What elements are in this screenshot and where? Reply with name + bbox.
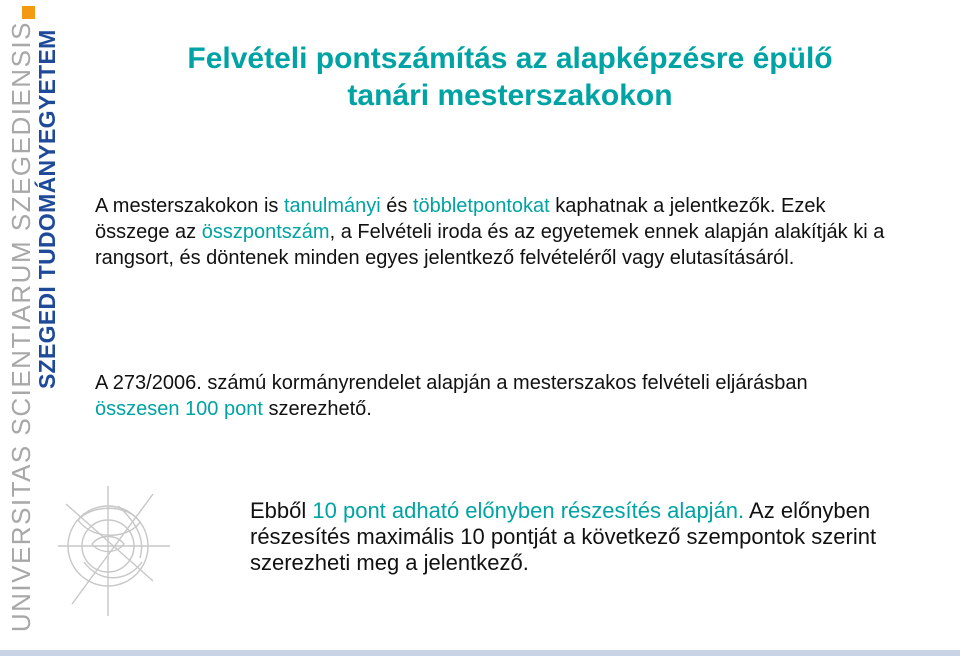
paragraph-scoring-overview: [95, 193, 885, 271]
paragraph-1-text-1: A mesterszakokon is: [95, 195, 284, 217]
title-line-1: Felvételi pontszámítás az alapképzésre épülő: [187, 42, 833, 75]
bottom-divider: [0, 650, 960, 656]
highlight-total-points: összesen 100 pont: [95, 398, 263, 420]
highlight-preference-points: 10 pont adható előnyben részesítés alapján.: [312, 498, 745, 523]
paragraph-3-text-1: Ebből: [250, 498, 313, 523]
highlight-total-score: összpontszám: [201, 221, 330, 243]
title-line-2: tanári mesterszakokon: [347, 79, 673, 112]
paragraph-1-text-2: és: [380, 195, 413, 217]
paragraph-3-text-2: Az előnyben részesítés maximális 10 pontját a következő szempontok szerint szerezheti meg a jelentkező.: [250, 498, 877, 575]
paragraph-2-text-1: A 273/2006. számú kormányrendelet alapján a mesterszakos felvételi eljárásban: [95, 372, 808, 394]
paragraph-1-text-3: kaphatnak a jelentkezők. Ezek összege az: [95, 195, 826, 243]
highlight-extra-points: többletpontokat: [412, 195, 550, 217]
orange-corner-square: [22, 6, 35, 19]
slide-title: [80, 40, 940, 114]
paragraph-1-text-4: , a Felvételi iroda és az egyetemek ennek alapján alakítják ki a rangsort, és döntenek minden egyes jelentkező felvételéről vagy elutasításáról.: [95, 221, 885, 269]
university-name: SZEGEDI TUDOMÁNYEGYETEM: [34, 29, 60, 389]
highlight-study-points: tanulmányi: [283, 195, 381, 217]
paragraph-regulation: [95, 370, 885, 422]
university-latin-name: UNIVERSITAS SCIENTIARUM SZEGEDIENSIS: [6, 20, 36, 632]
paragraph-preference-points: [250, 498, 890, 576]
university-seal-icon: [58, 486, 173, 626]
paragraph-2-text-2: szerezhető.: [262, 398, 372, 420]
